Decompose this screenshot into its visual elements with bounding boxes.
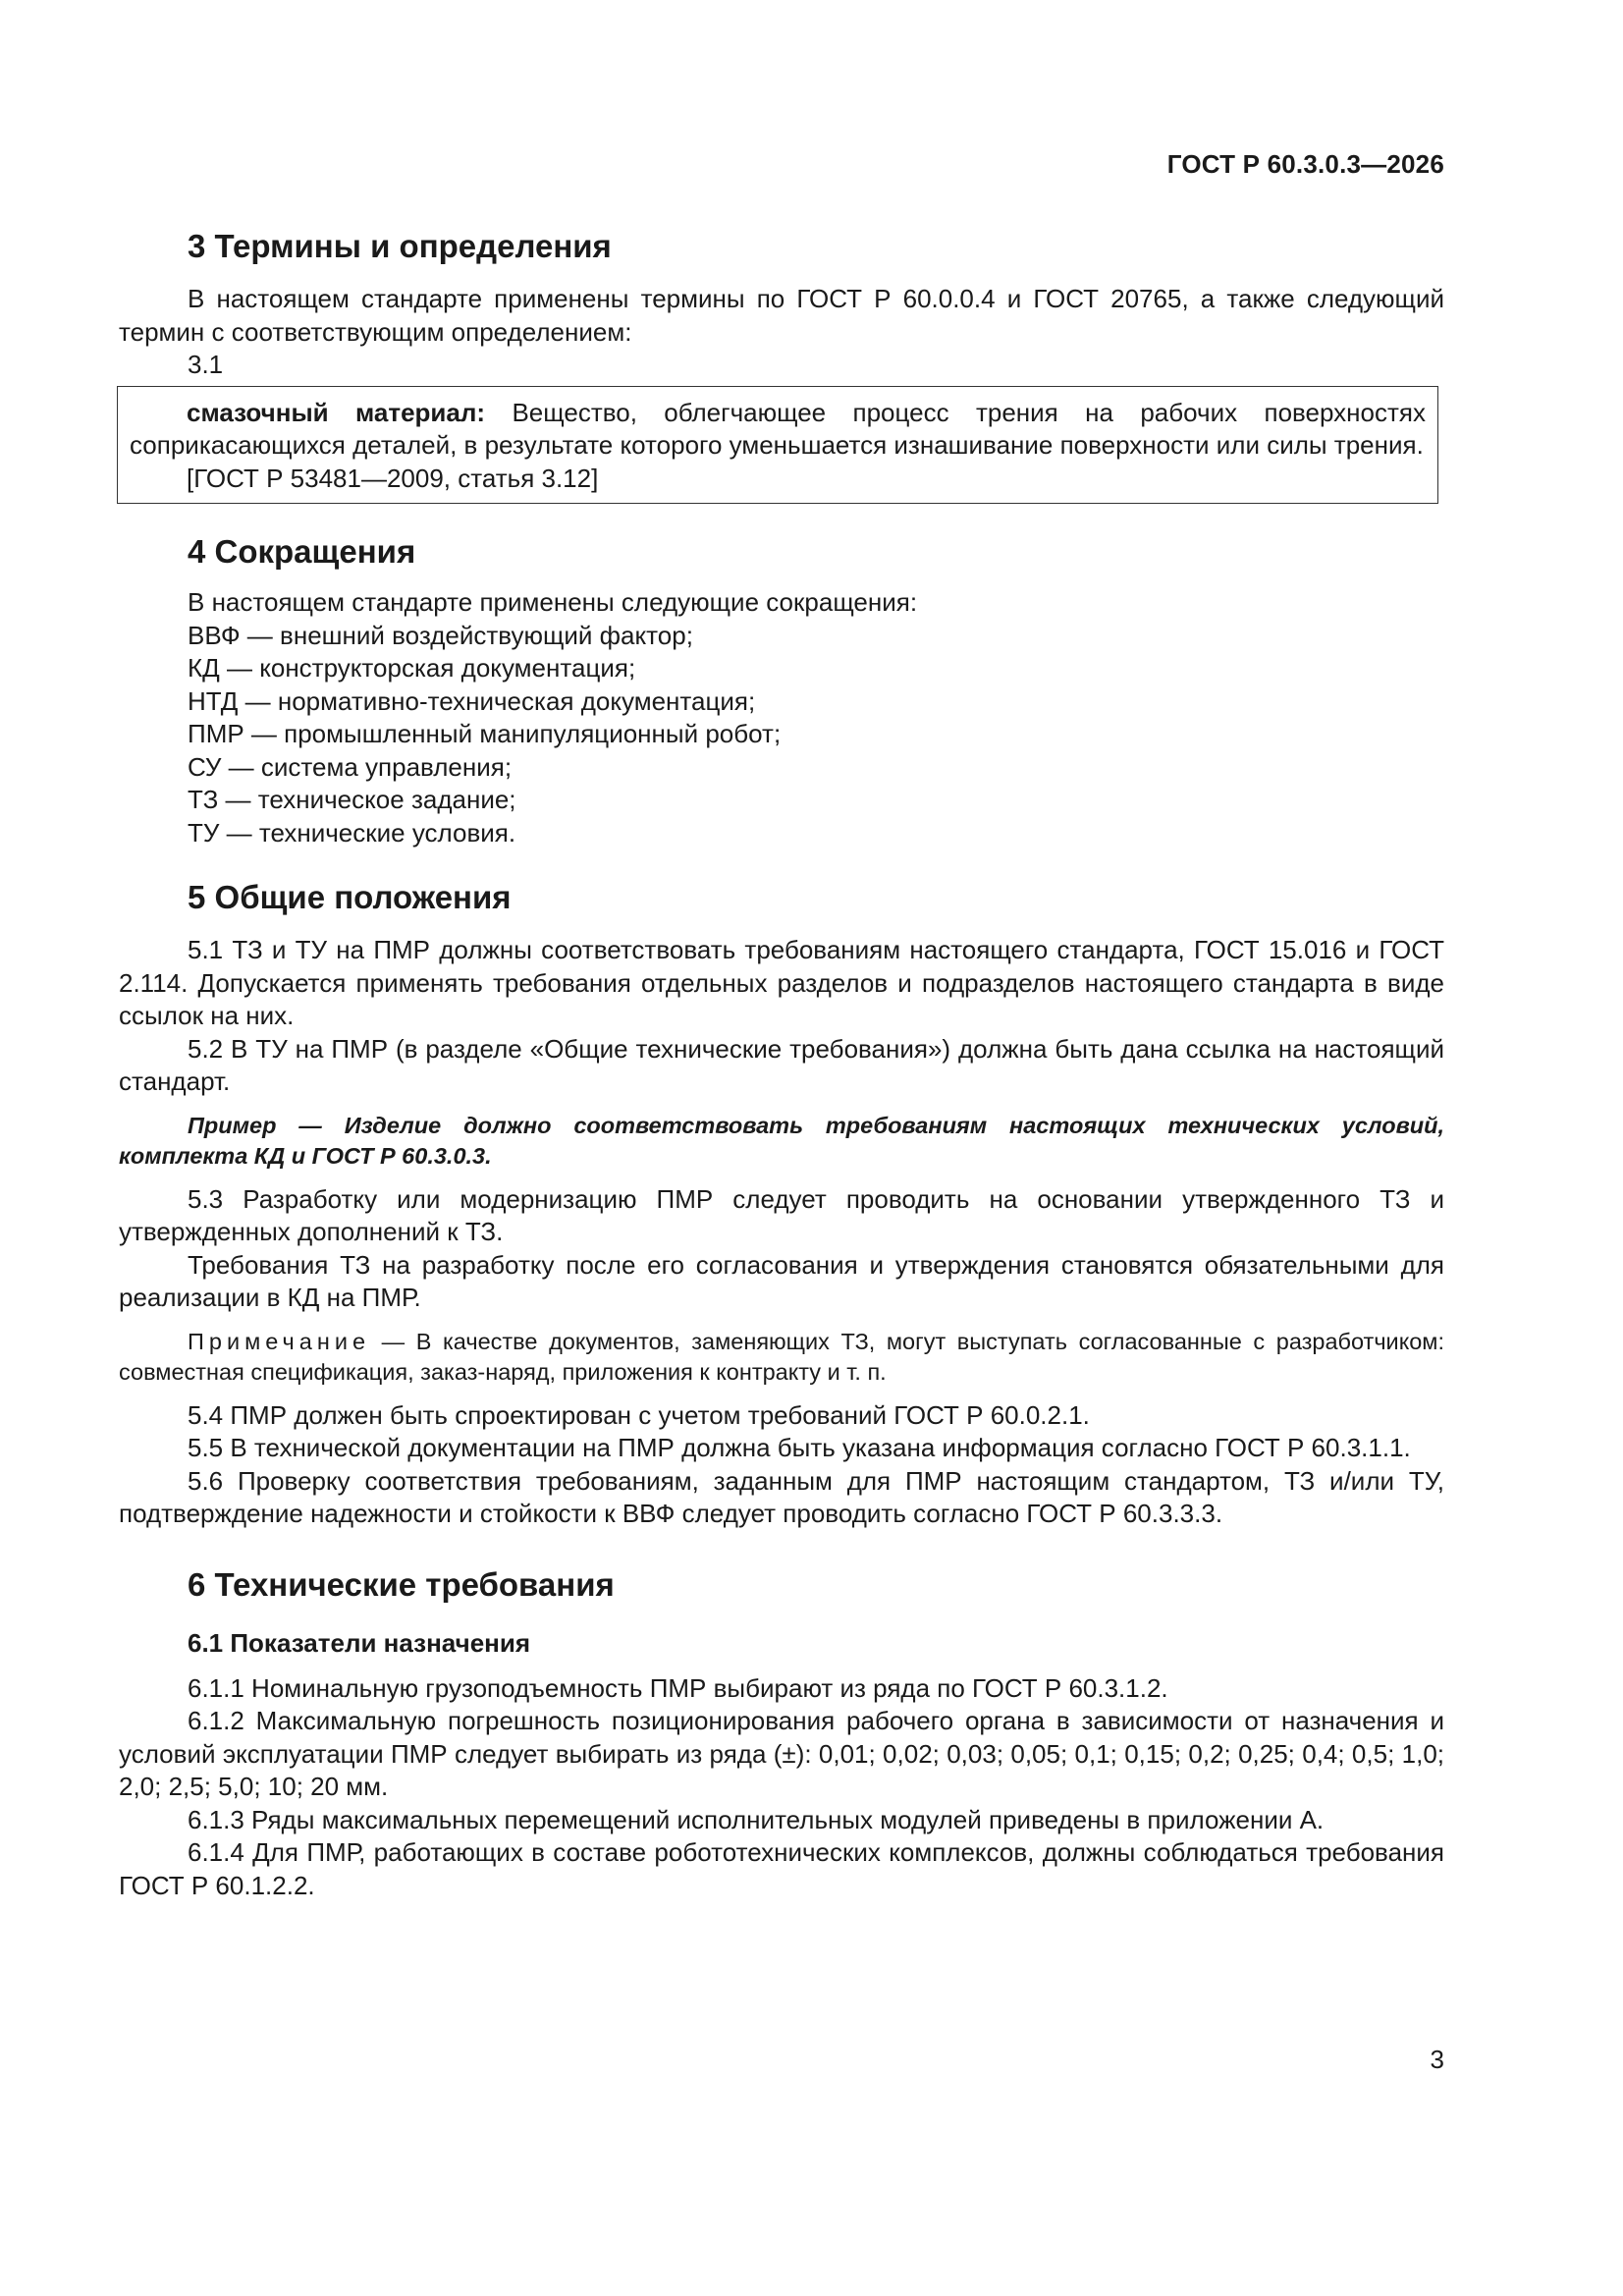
clause-5-1: 5.1 ТЗ и ТУ на ПМР должны соответствовать требованиям настоящего стандарта, ГОСТ 15.016 и ГОСТ 2.114. Допускается применять требования отдельных разделов и подразделов настоящего стандарта в виде ссылок на них. [119, 935, 1444, 1030]
section-5-title: 5 Общие положения [188, 879, 512, 915]
document-code: ГОСТ Р 60.3.0.3—2026 [1166, 149, 1444, 179]
note-label: Примечание [188, 1328, 371, 1354]
section-3-intro: В настоящем стандарте применены термины по ГОСТ Р 60.0.0.4 и ГОСТ 20765, а также следующий термин с соответствующим определением: [119, 284, 1444, 347]
term-name: смазочный материал: [187, 397, 486, 427]
list-item: ВВФ — внешний воздействующий фактор; [188, 620, 693, 650]
list-item: НТД — нормативно-техническая документация; [188, 685, 756, 716]
list-item: ТУ — технические условия. [188, 817, 516, 847]
definition-box [117, 386, 1438, 505]
list-item: КД — конструкторская документация; [188, 653, 636, 683]
clause-5-5: 5.5 В технической документации на ПМР должна быть указана информация согласно ГОСТ Р 60.3.1.1. [188, 1433, 1411, 1462]
list-item: ПМР — промышленный манипуляционный робот; [188, 719, 782, 748]
clause-6-1-1: 6.1.1 Номинальную грузоподъемность ПМР выбирают из ряда по ГОСТ Р 60.3.1.2. [188, 1672, 1168, 1703]
clause-6-1-4: 6.1.4 Для ПМР, работающих в составе робототехнических комплексов, должны соблюдаться требования ГОСТ Р 60.1.2.2. [119, 1837, 1444, 1900]
definition-paragraph [130, 397, 1426, 463]
list-item: ТЗ — техническое задание; [188, 785, 516, 814]
term-definition: Вещество, облегчающее процесс трения на рабочих поверхностях соприкасающихся деталей, в результате которого уменьшается изнашивание поверхности или силы трения. [130, 397, 1426, 460]
section-4-intro: В настоящем стандарте применены следующие сокращения: [188, 587, 918, 617]
definition-source: [ГОСТ Р 53481—2009, статья 3.12] [187, 463, 599, 493]
clause-5-6: 5.6 Проверку соответствия требованиям, заданным для ПМР настоящим стандартом, ТЗ и/или ТУ, подтверждение надежности и стойкости к ВВФ следует проводить согласно ГОСТ Р 60.3.3.3. [119, 1465, 1444, 1528]
section-4-title: 4 Сокращения [188, 533, 416, 570]
term-number: 3.1 [188, 350, 224, 379]
clause-6-1-3: 6.1.3 Ряды максимальных перемещений исполнительных модулей приведены в приложении А. [188, 1804, 1325, 1834]
clause-5-4: 5.4 ПМР должен быть спроектирован с учетом требований ГОСТ Р 60.0.2.1. [188, 1399, 1090, 1430]
abbreviation-list [119, 620, 1444, 850]
clause-5-3: 5.3 Разработку или модернизацию ПМР следует проводить на основании утвержденного ТЗ и утвержденных дополнений к ТЗ. [119, 1183, 1444, 1246]
clause-6-1-2: 6.1.2 Максимальную погрешность позиционирования рабочего органа в зависимости от назначения и условий эксплуатации ПМР следует выбирать из ряда (±): 0,01; 0,02; 0,03; 0,05; 0,1; 0,15; 0,2; 0,25; 0,4; 0,5; 1,0; 2,0; 2,5; 5,0; 10; 20 мм. [119, 1706, 1444, 1801]
section-6-title: 6 Технические требования [188, 1565, 615, 1603]
example-text: Пример — Изделие должно соответствовать требованиям настоящих технических условий, комплекта КД и ГОСТ Р 60.3.0.3. [119, 1112, 1444, 1169]
note [119, 1327, 1444, 1388]
clause-5-3-continuation: Требования ТЗ на разработку после его согласования и утверждения становятся обязательными для реализации в КД на ПМР. [119, 1249, 1444, 1312]
page-content [119, 220, 1444, 1902]
note-text: — В качестве документов, заменяющих ТЗ, могут выступать согласованные с разработчиком: совместная спецификация, заказ-наряд, приложения к контракту и т. п. [119, 1328, 1444, 1385]
list-item: СУ — система управления; [188, 751, 513, 782]
page-number: 3 [1430, 2045, 1444, 2074]
section-3-title: 3 Термины и определения [188, 228, 612, 264]
subsection-6-1-title: 6.1 Показатели назначения [188, 1627, 531, 1658]
clause-5-2: 5.2 В ТУ на ПМР (в разделе «Общие технические требования») должна быть дана ссылка на настоящий стандарт. [119, 1033, 1444, 1096]
